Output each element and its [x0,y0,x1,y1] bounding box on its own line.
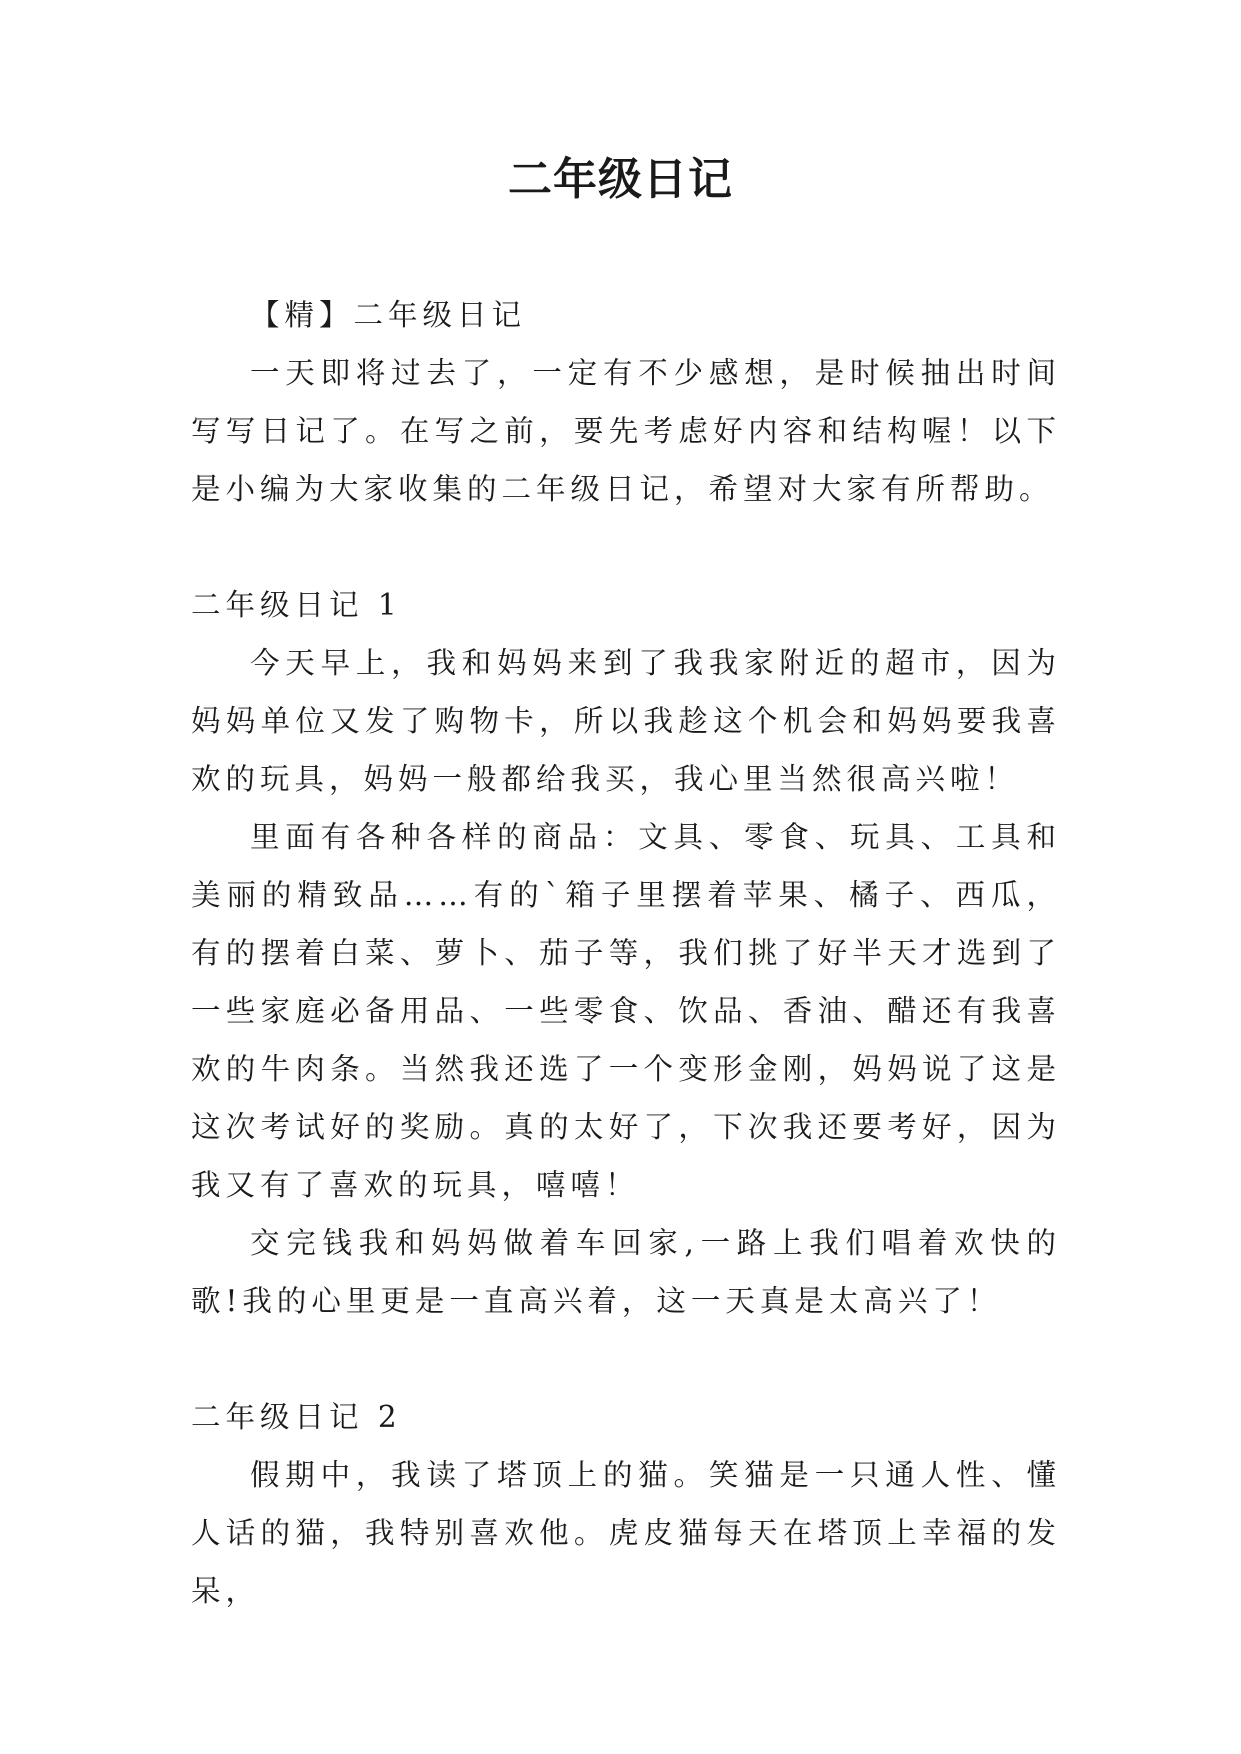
section-spacer [191,518,1061,576]
section-paragraph: 交完钱我和妈妈做着车回家,一路上我们唱着欢快的歌!我的心里更是一直高兴着，这一天真是太高兴了！ [191,1226,1061,1318]
section-heading: 二年级日记 2 [191,1400,402,1434]
document-body [191,286,1061,1620]
document-title: 二年级日记 [508,154,733,205]
section-heading: 二年级日记 1 [191,588,402,622]
intro-paragraph: 一天即将过去了，一定有不少感想，是时候抽出时间写写日记了。在写之前，要先考虑好内容和结构喔！以下是小编为大家收集的二年级日记，希望对大家有所帮助。 [191,356,1061,506]
section-paragraph: 今天早上，我和妈妈来到了我我家附近的超市，因为妈妈单位又发了购物卡，所以我趁这个机会和妈妈要我喜欢的玩具，妈妈一般都给我买，我心里当然很高兴啦！ [191,646,1061,796]
intro-tag: 【精】二年级日记 [250,298,527,332]
section-paragraph: 假期中，我读了塔顶上的猫。笑猫是一只通人性、懂人话的猫，我特别喜欢他。虎皮猫每天在塔顶上幸福的发呆， [191,1458,1061,1608]
section-spacer [191,1330,1061,1388]
section-paragraph: 里面有各种各样的商品：文具、零食、玩具、工具和美丽的精致品……有的`箱子里摆着苹果、橘子、西瓜，有的摆着白菜、萝卜、茄子等，我们挑了好半天才选到了一些家庭必备用品、一些零食、饮品、香油、醋还有我喜欢的牛肉条。当然我还选了一个变形金刚，妈妈说了这是这次考试好的奖励。真的太好了，下次我还要考好，因为我又有了喜欢的玩具，嘻嘻！ [191,820,1061,1202]
